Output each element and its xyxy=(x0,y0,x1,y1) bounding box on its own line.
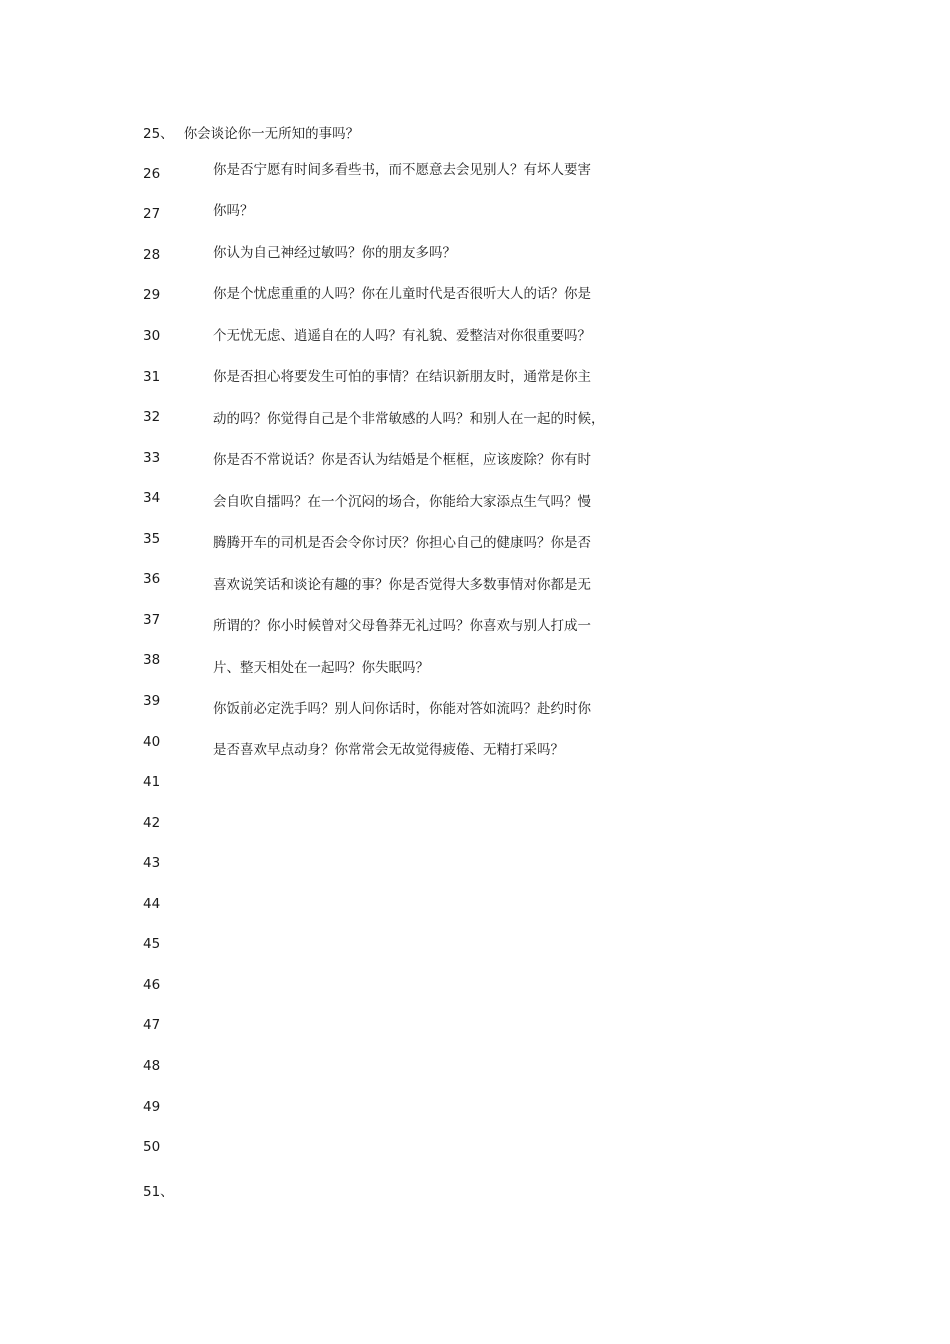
line-number: 40 xyxy=(143,734,161,750)
text-line: 你是否担心将要发生可怕的事情？在结识新朋友时，通常是你主 xyxy=(213,369,591,385)
text-line: 你饭前必定洗手吗？别人问你话时，你能对答如流吗？赴约时你 xyxy=(213,701,591,717)
line-number: 45 xyxy=(143,936,161,952)
question-number: 25、 xyxy=(143,126,174,142)
text-line: 你吗？ xyxy=(213,203,254,219)
line-number: 26 xyxy=(143,166,161,182)
line-number: 51、 xyxy=(143,1184,174,1200)
line-number: 30 xyxy=(143,328,161,344)
line-number: 36 xyxy=(143,571,161,587)
line-number: 35 xyxy=(143,531,161,547)
line-number: 48 xyxy=(143,1058,161,1074)
question-text: 你会谈论你一无所知的事吗？ xyxy=(183,126,360,142)
question-25 xyxy=(143,122,359,142)
line-number: 27 xyxy=(143,206,161,222)
text-line: 片、整天相处在一起吗？你失眠吗？ xyxy=(213,660,429,676)
text-line: 你是个忧虑重重的人吗？你在儿童时代是否很听大人的话？你是 xyxy=(213,286,591,302)
line-number: 38 xyxy=(143,652,161,668)
line-number: 41 xyxy=(143,774,161,790)
line-number: 37 xyxy=(143,612,161,628)
line-number: 31 xyxy=(143,369,161,385)
text-line: 个无忧无虑、逍遥自在的人吗？有礼貌、爱整洁对你很重要吗？ xyxy=(213,328,591,344)
text-line: 会自吹自擂吗？在一个沉闷的场合，你能给大家添点生气吗？慢 xyxy=(213,494,591,510)
text-line: 是否喜欢早点动身？你常常会无故觉得疲倦、无精打采吗？ xyxy=(213,742,564,758)
line-number: 39 xyxy=(143,693,161,709)
line-number: 46 xyxy=(143,977,161,993)
line-number: 43 xyxy=(143,855,161,871)
line-number: 29 xyxy=(143,287,161,303)
text-line: 你是否宁愿有时间多看些书，而不愿意去会见别人？有坏人要害 xyxy=(213,162,591,178)
text-line: 动的吗？你觉得自己是个非常敏感的人吗？和别人在一起的时候， xyxy=(213,411,605,427)
text-line: 喜欢说笑话和谈论有趣的事？你是否觉得大多数事情对你都是无 xyxy=(213,577,591,593)
line-number: 50 xyxy=(143,1139,161,1155)
text-line: 腾腾开车的司机是否会令你讨厌？你担心自己的健康吗？你是否 xyxy=(213,535,591,551)
text-line: 你是否不常说话？你是否认为结婚是个框框，应该废除？你有时 xyxy=(213,452,591,468)
line-number: 47 xyxy=(143,1017,161,1033)
line-number: 32 xyxy=(143,409,161,425)
line-number: 34 xyxy=(143,490,161,506)
text-line: 你认为自己神经过敏吗？你的朋友多吗？ xyxy=(213,245,456,261)
text-line: 所谓的？你小时候曾对父母鲁莽无礼过吗？你喜欢与别人打成一 xyxy=(213,618,591,634)
line-number: 49 xyxy=(143,1099,161,1115)
line-number: 28 xyxy=(143,247,161,263)
line-number: 33 xyxy=(143,450,161,466)
line-number: 42 xyxy=(143,815,161,831)
line-number: 44 xyxy=(143,896,161,912)
